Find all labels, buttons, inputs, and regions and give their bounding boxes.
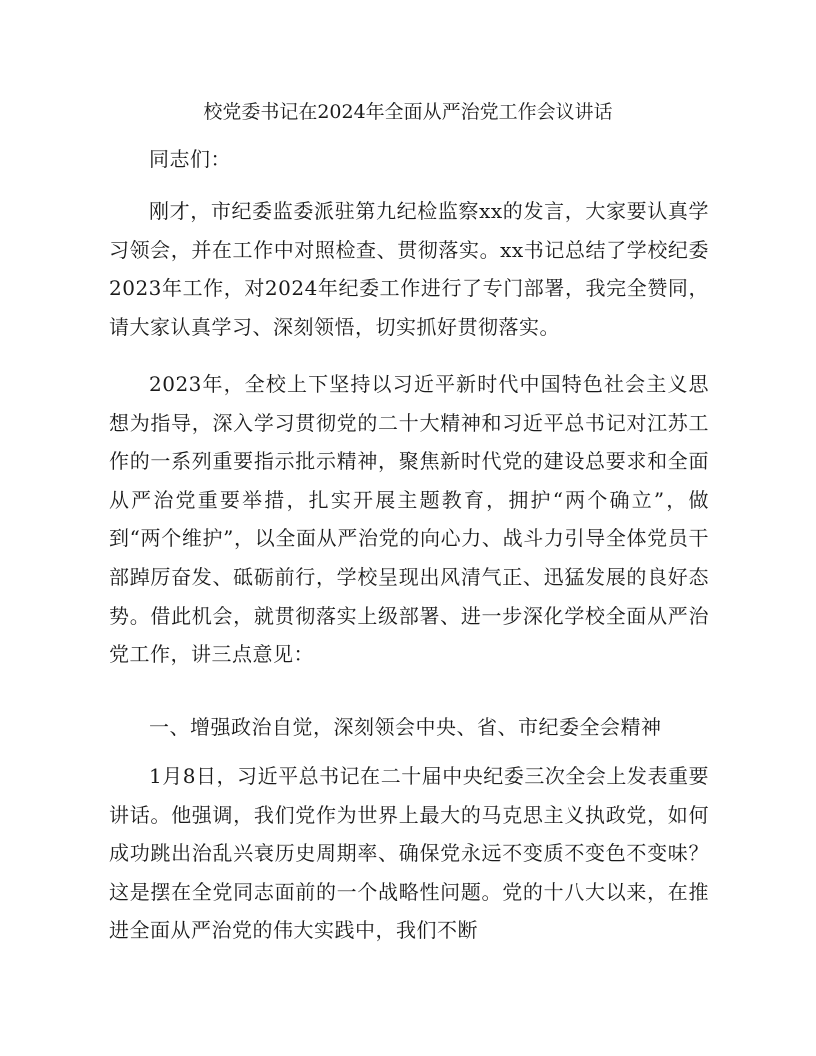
section-heading-1: 一、增强政治自觉，深刻领会中央、省、市纪委全会精神	[149, 715, 662, 739]
paragraph-1: 刚才，市纪委监委派驻第九纪检监察xx的发言，大家要认真学习领会，并在工作中对照检查、贯彻落实。xx书记总结了学校纪委2023年工作，对2024年纪委工作进行了专门部署，我完全赞同，请大家认真学习、深刻领悟，切实抓好贯彻落实。	[109, 199, 709, 339]
paragraph-2: 2023年，全校上下坚持以习近平新时代中国特色社会主义思想为指导，深入学习贯彻党的二十大精神和习近平总书记对江苏工作的一系列重要指示批示精神，聚焦新时代党的建设总要求和全面从严治党重要举措，扎实开展主题教育，拥护“两个确立”，做到“两个维护”，以全面从严治党的向心力、战斗力引导全体党员干部踔厉奋发、砥砺前行，学校呈现出风清气正、迅猛发展的良好态势。借此机会，就贯彻落实上级部署、进一步深化学校全面从严治党工作，讲三点意见：	[109, 372, 709, 667]
salutation: 同志们：	[149, 147, 231, 171]
paragraph-3: 1月8日，习近平总书记在二十届中央纪委三次全会上发表重要讲话。他强调，我们党作为世界上最大的马克思主义执政党，如何成功跳出治乱兴衰历史周期率、确保党永远不变质不变色不变味？这是摆在全党同志面前的一个战略性问题。党的十八大以来，在推进全面从严治党的伟大实践中，我们不断	[109, 764, 709, 943]
document-title: 校党委书记在2024年全面从严治党工作会议讲话	[203, 101, 613, 123]
